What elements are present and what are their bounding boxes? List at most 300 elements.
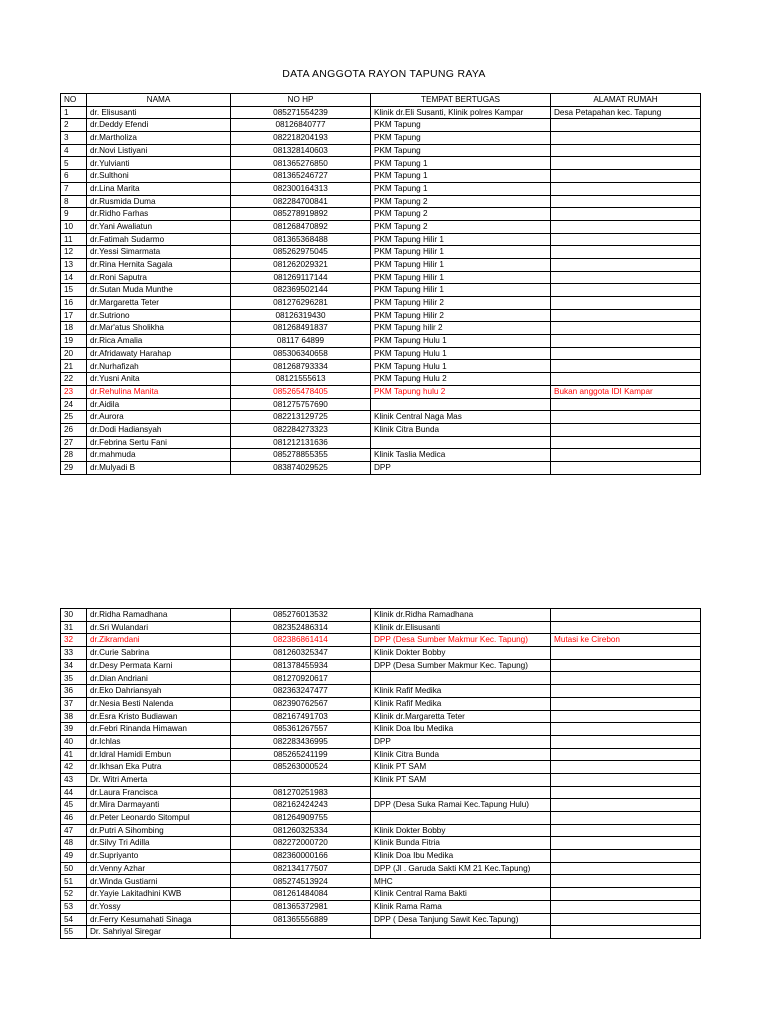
cell-alamat [551, 837, 701, 850]
cell-nama: dr. Elisusanti [87, 106, 231, 119]
cell-hp: 085278919892 [231, 208, 371, 221]
cell-no: 4 [61, 144, 87, 157]
cell-tempat: PKM Tapung Hilir 1 [371, 246, 551, 259]
cell-nama: dr.Ichlas [87, 735, 231, 748]
cell-tempat: Klinik Rafif Medika [371, 685, 551, 698]
cell-nama: dr.Deddy Efendi [87, 119, 231, 132]
cell-hp: 082390762567 [231, 697, 371, 710]
cell-nama: dr.Idral Hamidi Embun [87, 748, 231, 761]
header-tempat: TEMPAT BERTUGAS [371, 94, 551, 107]
cell-alamat [551, 685, 701, 698]
cell-tempat: PKM Tapung [371, 132, 551, 145]
table-header-row [61, 94, 701, 107]
cell-hp: 082134177507 [231, 862, 371, 875]
cell-no: 36 [61, 685, 87, 698]
cell-alamat [551, 119, 701, 132]
table-row [61, 182, 701, 195]
cell-tempat: Klinik Taslia Medica [371, 449, 551, 462]
cell-alamat [551, 309, 701, 322]
cell-no: 34 [61, 659, 87, 672]
table-row [61, 411, 701, 424]
cell-no: 18 [61, 322, 87, 335]
cell-hp: 085263000524 [231, 761, 371, 774]
cell-hp: 085276013532 [231, 609, 371, 622]
table-row [61, 735, 701, 748]
cell-alamat [551, 297, 701, 310]
cell-no: 35 [61, 672, 87, 685]
cell-tempat: DPP (Desa Sumber Makmur Kec. Tapung) [371, 659, 551, 672]
cell-alamat [551, 926, 701, 939]
cell-nama: dr.Putri A Sihombing [87, 824, 231, 837]
table-row [61, 322, 701, 335]
table-row [61, 926, 701, 939]
table-row [61, 850, 701, 863]
table-row [61, 106, 701, 119]
cell-hp: 081365276850 [231, 157, 371, 170]
cell-hp: 085271554239 [231, 106, 371, 119]
table-row [61, 461, 701, 474]
cell-no: 28 [61, 449, 87, 462]
cell-no: 10 [61, 220, 87, 233]
cell-tempat: Klinik dr.Eli Susanti, Klinik polres Kampar [371, 106, 551, 119]
cell-no: 22 [61, 373, 87, 386]
cell-alamat [551, 258, 701, 271]
cell-no: 38 [61, 710, 87, 723]
cell-nama: dr.Yulvianti [87, 157, 231, 170]
cell-nama: dr.Mar'atus Sholikha [87, 322, 231, 335]
cell-tempat: PKM Tapung hilir 2 [371, 322, 551, 335]
cell-nama: dr.Dian Andriani [87, 672, 231, 685]
cell-nama: dr.Ridho Farhas [87, 208, 231, 221]
cell-no: 7 [61, 182, 87, 195]
cell-no: 17 [61, 309, 87, 322]
cell-tempat: PKM Tapung Hilir 1 [371, 233, 551, 246]
cell-nama: dr.Sri Wulandari [87, 621, 231, 634]
cell-no: 29 [61, 461, 87, 474]
cell-nama: dr.Supriyanto [87, 850, 231, 863]
cell-alamat [551, 710, 701, 723]
cell-alamat [551, 672, 701, 685]
table-row [61, 335, 701, 348]
cell-no: 14 [61, 271, 87, 284]
cell-alamat [551, 850, 701, 863]
cell-hp: 081269117144 [231, 271, 371, 284]
table-row [61, 697, 701, 710]
cell-tempat: PKM Tapung 2 [371, 195, 551, 208]
cell-hp: 081268470892 [231, 220, 371, 233]
cell-nama: dr.Esra Kristo Budiawan [87, 710, 231, 723]
table-row [61, 297, 701, 310]
table-row [61, 723, 701, 736]
cell-tempat: PKM Tapung Hilir 2 [371, 297, 551, 310]
cell-no: 33 [61, 647, 87, 660]
cell-nama: dr.Rina Hernita Sagala [87, 258, 231, 271]
cell-alamat [551, 875, 701, 888]
cell-tempat: PKM Tapung Hilir 1 [371, 258, 551, 271]
cell-hp: 081270251983 [231, 786, 371, 799]
cell-nama: dr.Dodi Hadiansyah [87, 423, 231, 436]
cell-nama: dr.Rica Amalia [87, 335, 231, 348]
table-row [61, 900, 701, 913]
cell-alamat [551, 132, 701, 145]
table-row [61, 773, 701, 786]
cell-nama: dr.Sulthoni [87, 170, 231, 183]
cell-no: 26 [61, 423, 87, 436]
cell-hp: 083874029525 [231, 461, 371, 474]
cell-tempat: PKM Tapung 1 [371, 182, 551, 195]
cell-no: 1 [61, 106, 87, 119]
cell-no: 9 [61, 208, 87, 221]
table-row [61, 786, 701, 799]
cell-alamat [551, 423, 701, 436]
cell-nama: dr.Roni Saputra [87, 271, 231, 284]
header-no: NO [61, 94, 87, 107]
cell-nama: dr.Yayie Lakitadhini KWB [87, 888, 231, 901]
cell-nama: dr.Mulyadi B [87, 461, 231, 474]
cell-hp: 081260325347 [231, 647, 371, 660]
table-row [61, 436, 701, 449]
table-row [61, 144, 701, 157]
cell-no: 51 [61, 875, 87, 888]
cell-alamat: Desa Petapahan kec. Tapung [551, 106, 701, 119]
cell-no: 6 [61, 170, 87, 183]
cell-hp: 081378455934 [231, 659, 371, 672]
cell-hp: 081268793334 [231, 360, 371, 373]
cell-no: 40 [61, 735, 87, 748]
table-row [61, 875, 701, 888]
cell-tempat: PKM Tapung hulu 2 [371, 385, 551, 398]
cell-tempat: PKM Tapung Hulu 2 [371, 373, 551, 386]
cell-tempat: PKM Tapung Hulu 1 [371, 335, 551, 348]
table-row [61, 761, 701, 774]
cell-no: 46 [61, 812, 87, 825]
table-row [61, 132, 701, 145]
cell-nama: dr.Margaretta Teter [87, 297, 231, 310]
cell-alamat [551, 913, 701, 926]
cell-tempat: DPP (Jl . Garuda Sakti KM 21 Kec.Tapung) [371, 862, 551, 875]
cell-nama: dr.Desy Permata Karni [87, 659, 231, 672]
cell-hp: 082386861414 [231, 634, 371, 647]
cell-no: 30 [61, 609, 87, 622]
cell-alamat [551, 436, 701, 449]
cell-no: 15 [61, 284, 87, 297]
cell-hp: 085306340658 [231, 347, 371, 360]
header-alamat: ALAMAT RUMAH [551, 94, 701, 107]
table-row [61, 812, 701, 825]
table-row [61, 621, 701, 634]
cell-nama: dr.Yusni Anita [87, 373, 231, 386]
cell-no: 8 [61, 195, 87, 208]
cell-nama: dr.Ridha Ramadhana [87, 609, 231, 622]
cell-alamat [551, 284, 701, 297]
cell-no: 32 [61, 634, 87, 647]
cell-alamat [551, 322, 701, 335]
cell-alamat [551, 621, 701, 634]
cell-hp: 081275757690 [231, 398, 371, 411]
table-row [61, 347, 701, 360]
cell-tempat [371, 398, 551, 411]
cell-nama: dr.Peter Leonardo Sitompul [87, 812, 231, 825]
cell-alamat [551, 647, 701, 660]
cell-no: 16 [61, 297, 87, 310]
members-table-1 [60, 93, 701, 475]
cell-no: 50 [61, 862, 87, 875]
cell-alamat [551, 723, 701, 736]
cell-tempat: DPP (Desa Sumber Makmur Kec. Tapung) [371, 634, 551, 647]
cell-alamat [551, 799, 701, 812]
cell-tempat: Klinik Dokter Bobby [371, 824, 551, 837]
cell-alamat [551, 144, 701, 157]
table-row [61, 672, 701, 685]
table-row [61, 246, 701, 259]
cell-hp: 082272000720 [231, 837, 371, 850]
cell-nama: dr.Febrina Sertu Fani [87, 436, 231, 449]
cell-alamat [551, 398, 701, 411]
cell-tempat [371, 672, 551, 685]
cell-nama: dr.Martholiza [87, 132, 231, 145]
table-row [61, 208, 701, 221]
cell-hp: 08126840777 [231, 119, 371, 132]
table-row [61, 385, 701, 398]
cell-nama: dr.Eko Dahriansyah [87, 685, 231, 698]
cell-alamat [551, 208, 701, 221]
cell-tempat: PKM Tapung 2 [371, 220, 551, 233]
cell-hp: 082213129725 [231, 411, 371, 424]
table-row [61, 710, 701, 723]
cell-tempat: MHC [371, 875, 551, 888]
cell-alamat [551, 888, 701, 901]
cell-no: 31 [61, 621, 87, 634]
cell-tempat: Klinik dr.Elisusanti [371, 621, 551, 634]
cell-alamat [551, 246, 701, 259]
cell-alamat [551, 182, 701, 195]
cell-tempat: PKM Tapung Hulu 1 [371, 347, 551, 360]
cell-tempat: PKM Tapung [371, 144, 551, 157]
table-row [61, 609, 701, 622]
table-row [61, 799, 701, 812]
cell-hp: 081262029321 [231, 258, 371, 271]
cell-nama: dr.Afridawaty Harahap [87, 347, 231, 360]
cell-alamat [551, 220, 701, 233]
cell-hp: 082284273323 [231, 423, 371, 436]
cell-nama: dr.Lina Marita [87, 182, 231, 195]
cell-tempat: Klinik Central Rama Bakti [371, 888, 551, 901]
cell-tempat: DPP (Desa Suka Ramai Kec.Tapung Hulu) [371, 799, 551, 812]
header-nama: NAMA [87, 94, 231, 107]
table-row [61, 195, 701, 208]
cell-alamat [551, 609, 701, 622]
cell-nama: dr.Silvy Tri Adilla [87, 837, 231, 850]
cell-nama: dr.Venny Azhar [87, 862, 231, 875]
cell-nama: dr.Laura Francisca [87, 786, 231, 799]
cell-no: 49 [61, 850, 87, 863]
cell-no: 24 [61, 398, 87, 411]
cell-tempat: PKM Tapung 1 [371, 157, 551, 170]
table-row [61, 685, 701, 698]
cell-hp: 082284700841 [231, 195, 371, 208]
cell-tempat: DPP ( Desa Tanjung Sawit Kec.Tapung) [371, 913, 551, 926]
cell-nama: dr.Zikramdani [87, 634, 231, 647]
table-row [61, 170, 701, 183]
cell-alamat [551, 900, 701, 913]
cell-no: 55 [61, 926, 87, 939]
cell-nama: dr.Aurora [87, 411, 231, 424]
cell-tempat: PKM Tapung Hulu 1 [371, 360, 551, 373]
cell-hp: 081268491837 [231, 322, 371, 335]
table-row [61, 423, 701, 436]
cell-hp: 081365372981 [231, 900, 371, 913]
cell-nama: dr.Curie Sabrina [87, 647, 231, 660]
cell-no: 3 [61, 132, 87, 145]
cell-alamat [551, 659, 701, 672]
cell-hp [231, 773, 371, 786]
cell-nama: dr.Nurhafizah [87, 360, 231, 373]
cell-alamat [551, 461, 701, 474]
cell-no: 52 [61, 888, 87, 901]
cell-no: 2 [61, 119, 87, 132]
cell-hp: 08117 64899 [231, 335, 371, 348]
table-row [61, 119, 701, 132]
cell-alamat [551, 449, 701, 462]
cell-hp [231, 926, 371, 939]
cell-no: 42 [61, 761, 87, 774]
cell-hp: 082352486314 [231, 621, 371, 634]
cell-no: 23 [61, 385, 87, 398]
table-row [61, 398, 701, 411]
cell-tempat: Klinik dr.Margaretta Teter [371, 710, 551, 723]
table-row [61, 157, 701, 170]
cell-nama: Dr. Sahriyal Siregar [87, 926, 231, 939]
cell-alamat [551, 824, 701, 837]
table-row [61, 373, 701, 386]
cell-hp: 081260325334 [231, 824, 371, 837]
cell-tempat: Klinik PT SAM [371, 761, 551, 774]
cell-alamat [551, 786, 701, 799]
cell-hp: 082360000166 [231, 850, 371, 863]
cell-alamat [551, 347, 701, 360]
cell-alamat [551, 271, 701, 284]
cell-tempat: PKM Tapung Hilir 2 [371, 309, 551, 322]
cell-alamat [551, 773, 701, 786]
cell-alamat [551, 862, 701, 875]
cell-hp: 081365556889 [231, 913, 371, 926]
cell-nama: dr.Novi Listiyani [87, 144, 231, 157]
cell-no: 12 [61, 246, 87, 259]
cell-tempat: Klinik Doa Ibu Medika [371, 723, 551, 736]
cell-nama: dr.Yessi Simarmata [87, 246, 231, 259]
table-row [61, 309, 701, 322]
cell-nama: dr.Sutan Muda Munthe [87, 284, 231, 297]
cell-hp: 082162424243 [231, 799, 371, 812]
cell-hp: 082369502144 [231, 284, 371, 297]
page-title: DATA ANGGOTA RAYON TAPUNG RAYA [282, 68, 486, 80]
cell-hp: 081365368488 [231, 233, 371, 246]
cell-alamat [551, 233, 701, 246]
cell-nama: dr.mahmuda [87, 449, 231, 462]
cell-hp: 085278855355 [231, 449, 371, 462]
table-row [61, 634, 701, 647]
cell-tempat: DPP [371, 735, 551, 748]
cell-no: 5 [61, 157, 87, 170]
cell-no: 39 [61, 723, 87, 736]
table-row [61, 360, 701, 373]
cell-no: 43 [61, 773, 87, 786]
cell-no: 47 [61, 824, 87, 837]
header-hp: NO HP [231, 94, 371, 107]
table-row [61, 233, 701, 246]
cell-tempat: Klinik Rama Rama [371, 900, 551, 913]
cell-no: 20 [61, 347, 87, 360]
cell-no: 48 [61, 837, 87, 850]
cell-hp: 08126319430 [231, 309, 371, 322]
cell-hp: 082300164313 [231, 182, 371, 195]
table-row [61, 748, 701, 761]
cell-tempat: Klinik Citra Bunda [371, 423, 551, 436]
cell-hp: 081264909755 [231, 812, 371, 825]
table-row [61, 837, 701, 850]
cell-tempat: PKM Tapung [371, 119, 551, 132]
cell-hp: 081365246727 [231, 170, 371, 183]
cell-alamat [551, 195, 701, 208]
cell-hp: 081270920617 [231, 672, 371, 685]
cell-tempat [371, 436, 551, 449]
cell-no: 53 [61, 900, 87, 913]
cell-hp: 085265241199 [231, 748, 371, 761]
cell-alamat [551, 411, 701, 424]
cell-tempat: PKM Tapung Hilir 1 [371, 284, 551, 297]
cell-hp: 082363247477 [231, 685, 371, 698]
table-row [61, 913, 701, 926]
cell-no: 13 [61, 258, 87, 271]
cell-hp: 08121555613 [231, 373, 371, 386]
cell-hp: 085274513924 [231, 875, 371, 888]
cell-nama: dr.Rusmida Duma [87, 195, 231, 208]
cell-no: 11 [61, 233, 87, 246]
cell-tempat: Klinik PT SAM [371, 773, 551, 786]
cell-alamat [551, 697, 701, 710]
cell-alamat [551, 335, 701, 348]
cell-tempat: PKM Tapung Hilir 1 [371, 271, 551, 284]
cell-hp: 085262975045 [231, 246, 371, 259]
cell-nama: dr.Winda Gustiarni [87, 875, 231, 888]
cell-nama: dr.Febri Rinanda Himawan [87, 723, 231, 736]
table-row [61, 449, 701, 462]
cell-tempat [371, 786, 551, 799]
cell-no: 54 [61, 913, 87, 926]
table-row [61, 862, 701, 875]
cell-alamat [551, 761, 701, 774]
cell-no: 19 [61, 335, 87, 348]
cell-alamat [551, 748, 701, 761]
cell-nama: Dr. Witri Amerta [87, 773, 231, 786]
cell-no: 45 [61, 799, 87, 812]
cell-no: 44 [61, 786, 87, 799]
cell-tempat [371, 926, 551, 939]
cell-no: 41 [61, 748, 87, 761]
cell-no: 21 [61, 360, 87, 373]
cell-hp: 082283436995 [231, 735, 371, 748]
table-row [61, 647, 701, 660]
cell-hp: 085265478405 [231, 385, 371, 398]
cell-nama: dr.Ferry Kesumahati Sinaga [87, 913, 231, 926]
cell-nama: dr.Mira Darmayanti [87, 799, 231, 812]
table-row [61, 220, 701, 233]
cell-alamat [551, 157, 701, 170]
cell-hp: 085361267557 [231, 723, 371, 736]
cell-nama: dr.Rehulina Manita [87, 385, 231, 398]
table-row [61, 284, 701, 297]
table-row [61, 271, 701, 284]
